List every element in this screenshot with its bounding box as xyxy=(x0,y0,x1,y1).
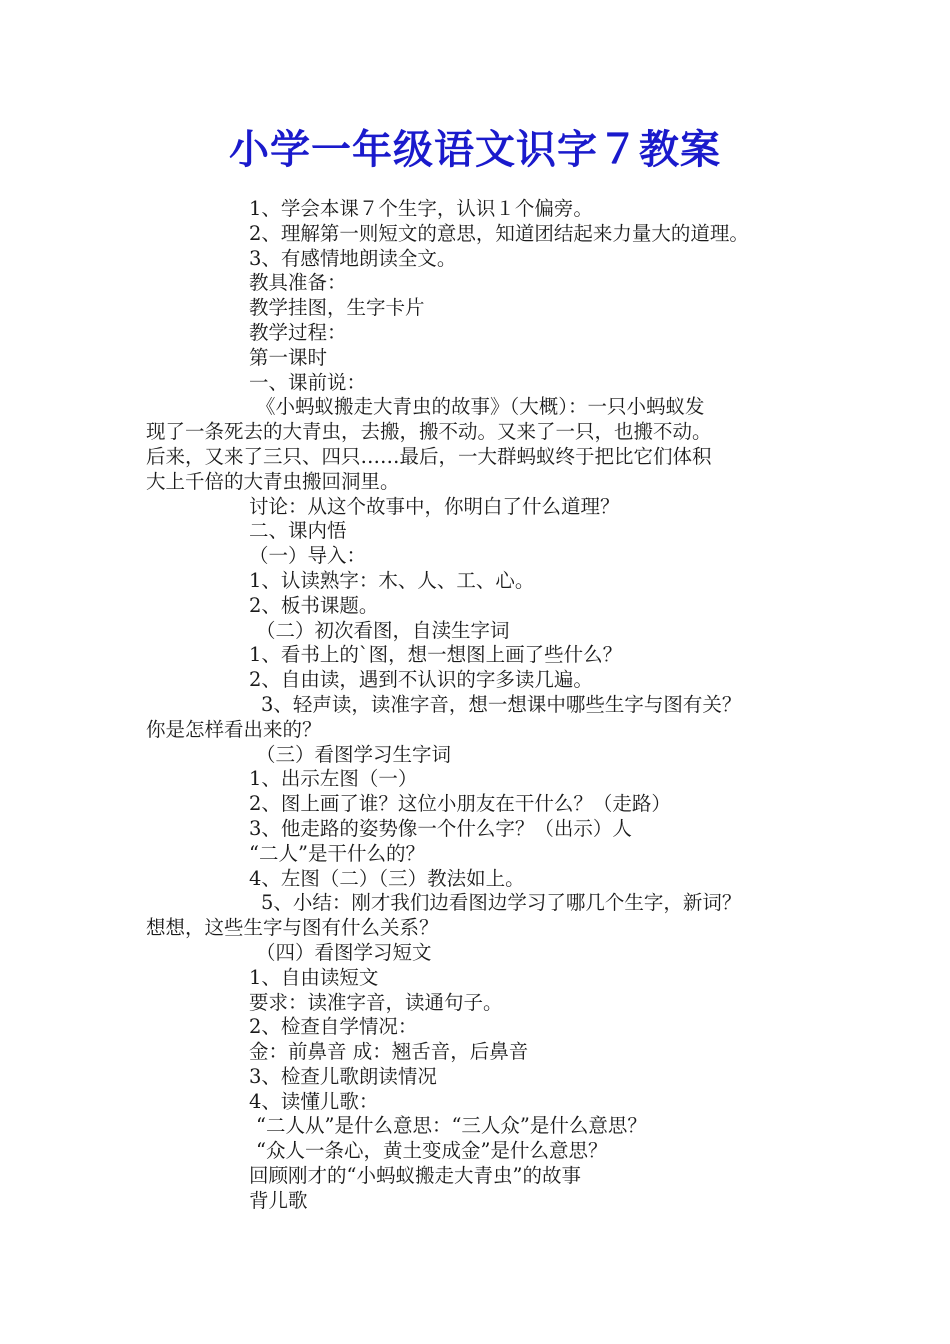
text-line: 3、有感情地朗读全文。 xyxy=(249,246,457,270)
text-line: （三）看图学习生字词 xyxy=(256,742,452,766)
text-line: “众人一条心，黄土变成金”是什么意思？ xyxy=(256,1139,608,1163)
text-line: （一）导入： xyxy=(249,544,367,568)
text-line: 4、左图（二）（三）教法如上。 xyxy=(249,866,525,890)
text-line: 要求：读准字音，读通句子。 xyxy=(249,990,503,1014)
text-line: 教具准备： xyxy=(249,271,347,295)
text-line: 你是怎样看出来的？ xyxy=(146,717,322,741)
text-line: 1、看书上的`图，想一想图上画了些什么？ xyxy=(249,643,623,667)
text-line: 背儿歌 xyxy=(249,1188,308,1212)
text-line: “二人从”是什么意思：“三人众”是什么意思？ xyxy=(256,1114,647,1138)
text-line: 一、课前说： xyxy=(249,370,367,394)
text-line: 1、出示左图（一） xyxy=(249,767,418,791)
text-line: 3、轻声读，读准字音，想一想课中哪些生字与图有关？ xyxy=(261,692,742,716)
text-line: 1、学会本课７个生字，认识１个偏旁。 xyxy=(249,197,593,220)
text-line: 金：前鼻音 成：翘舌音，后鼻音 xyxy=(249,1040,529,1064)
text-line: 5、小结：刚才我们边看图边学习了哪几个生字，新词？ xyxy=(261,891,742,915)
text-line: 2、理解第一则短文的意思，知道团结起来力量大的道理。 xyxy=(249,221,749,245)
text-line: 教学过程： xyxy=(249,320,347,344)
document-body xyxy=(146,197,816,1214)
text-line: 教学挂图，生字卡片 xyxy=(249,296,425,320)
text-line: 2、板书课题。 xyxy=(249,593,379,617)
text-line: 1、自由读短文 xyxy=(249,965,379,989)
text-line: 回顾刚才的“小蚂蚁搬走大青虫”的故事 xyxy=(249,1164,581,1188)
text-line: 《小蚂蚁搬走大青虫的故事》（大概）：一只小蚂蚁发 xyxy=(256,395,705,419)
text-line: 后来，又来了三只、四只……最后，一大群蚂蚁终于把比它们体积 xyxy=(146,444,712,468)
text-line: 4、读懂儿歌： xyxy=(249,1089,379,1113)
text-line: 第一课时 xyxy=(249,345,328,369)
text-line: 想想，这些生字与图有什么关系？ xyxy=(146,916,439,940)
text-line: 2、检查自学情况： xyxy=(249,1015,418,1039)
text-line: （二）初次看图，自渎生字词 xyxy=(256,618,510,642)
text-line: 讨论：从这个故事中，你明白了什么道理？ xyxy=(249,494,620,518)
document-title: 小学一年级语文识字７教案 xyxy=(229,127,721,173)
text-line: 2、图上画了谁？这位小朋友在干什么？（走路） xyxy=(249,792,671,816)
text-line: 现了一条死去的大青虫，去搬，搬不动。又来了一只，也搬不动。 xyxy=(146,420,712,444)
text-line: （四）看图学习短文 xyxy=(256,940,432,964)
text-line: 3、他走路的姿势像一个什么字？（出示）人 xyxy=(249,816,632,840)
text-line: 3、检查儿歌朗读情况 xyxy=(249,1064,437,1088)
text-line: 二、课内悟 xyxy=(249,519,347,543)
text-line: 1、认读熟字：木、人、工、心。 xyxy=(249,568,535,592)
text-line: “二人”是干什么的？ xyxy=(249,841,425,865)
text-line: 大上千倍的大青虫搬回洞里。 xyxy=(146,469,400,493)
text-line: 2、自由读，遇到不认识的字多读几遍。 xyxy=(249,668,593,692)
